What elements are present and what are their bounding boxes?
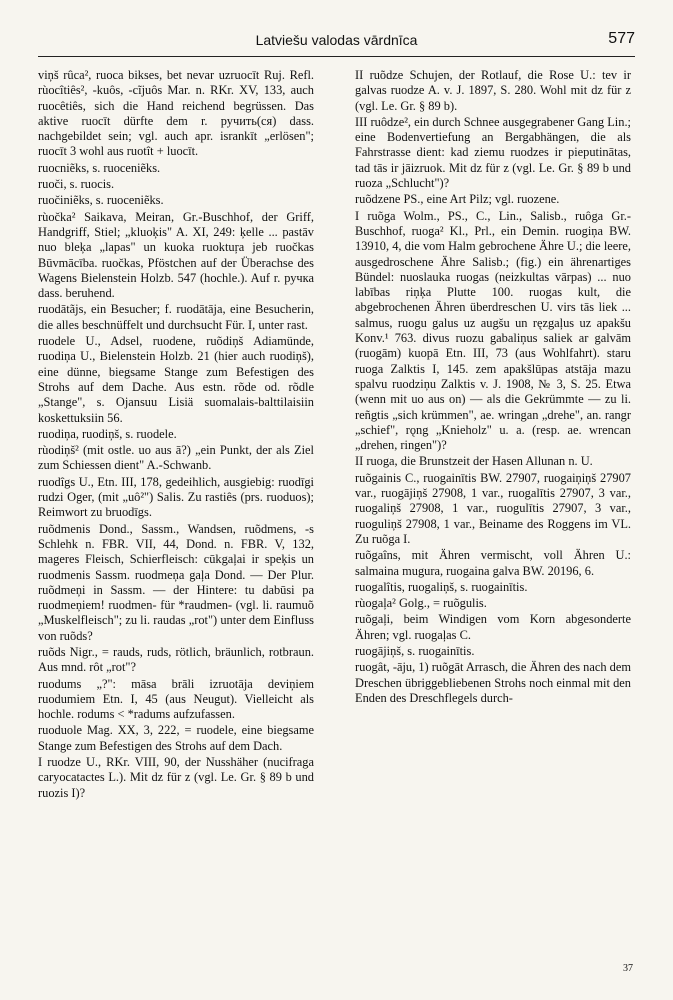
dictionary-entry: ruoči, s. ruocis. (38, 177, 115, 192)
dictionary-entry: ruõgaîns, mit Ähren vermischt, voll Ähren U.: salmaina mugura, ruogaina galva BW. 20196, 6. (355, 548, 631, 578)
dictionary-entry: III ruôdze², ein durch Schnee ausgegrabener Gang Lin.; eine Bodenvertiefung an Bergabhängen, die als Fahrstrasse dient: kad ziemu ruodzes ir pieputinātas, tad tās ir jāizruok. Mit dz für z (vgl. Le. Gr. § 89 b und ruoza „Schlucht")? (355, 114, 631, 191)
dictionary-entry: ruodiņa, ruodiņš, s. ruodele. (38, 426, 177, 441)
dictionary-entry: ruogājiņš, s. ruogainītis. (355, 643, 475, 658)
dictionary-entry: rùodiņš² (mit ostle. uo aus ā?) „ein Punkt, der als Ziel zum Schiessen dient" A.-Schwanb. (38, 443, 314, 473)
dictionary-entry: ruõgaļi, beim Windigen vom Korn abgesonderte Ähren; vgl. ruogaļas C. (355, 612, 631, 642)
dictionary-entry: viņš rûca², ruoca bikses, bet nevar uzruocīt Ruj. Refl. rùocîtiês², -kuôs, -cĩjuôs Mar. n. RKr. XV, 133, auch ruocêtiês, sich die Hand reichend begrüssen. Das aktive ruocīt dürfte dem r. ручить(ся) dass. nachgebildet sein; vgl. auch apr. isrankīt „erlösen"; ruocīt 3 wohl aus ruotît + luocīt. (38, 68, 314, 159)
dictionary-entry: ruodele U., Adsel, ruodene, ruõdiņš Adiamünde, ruodiņa U., Bielenstein Holzb. 21 (hier auch ruodiņš), eine dünne, biegsame Stange zum Befestigen des Strohs auf dem Dache. Aus estn. rõde od. rõdle „Stange", s. Ojansuu Lisiä suomalais-balttilaisiin koskettuksiin 56. (38, 334, 314, 425)
dictionary-entry: ruõdmenis Dond., Sassm., Wandsen, ruõdmens, -s Schlehk n. FBR. VII, 44, Dond. n. FBR. V, 132, mageres Fleisch, Schierfleisch: cūkgaļai ir speķis un ruodmenis Sassm. ruodmeņa gaļa Dond. — Der Plur. ruõdmeņi in Sassm. — der Hintere: tu dabūsi pa ruodmeņiem! ruodmen- für *raudmen- (vgl. li. raumuõ „Muskelfleisch"; zu li. raudas „rot") unter dem Einfluss von ruõds? (38, 521, 314, 643)
dictionary-entry: ruoduole Mag. XX, 3, 222, = ruodele, eine biegsame Stange zum Befestigen des Strohs auf dem Dach. (38, 723, 314, 753)
signature-mark: 37 (623, 963, 633, 974)
dictionary-entry: II ruõdze Schujen, der Rotlauf, die Rose U.: tev ir galvas ruodze A. v. J. 1897, S. 280. Wohl mit dz für z (vgl. Le. Gr. § 89 b). (355, 68, 631, 113)
dictionary-entry: rùočka² Saikava, Meiran, Gr.-Buschhof, der Griff, Handgriff, Stiel; „kluoķis" A. XI, 249: ķelle ... pastāv nuo bleķa „lapas" un kuoka ruoktuŗa jeb ruočkas Būvmācība. ruočkas, Pföstchen auf der Überachse des Wagens Bielenstein Holzb. 547 (hochle.). Auf r. ручка dass. beruhend. (38, 209, 314, 301)
dictionary-entry: II ruoga, die Brunstzeit der Hasen Allunan n. U. (355, 454, 593, 469)
page-header (38, 30, 635, 57)
dictionary-entry: ruodums „?": māsa brāli izruotāja deviņiem ruodumiem Etn. I, 45 (aus Neugut). Vielleicht als hochle. rodums < *radums aufzufassen. (38, 676, 314, 722)
right-column (355, 68, 631, 958)
dictionary-entry: ruõds Nigr., = rauds, ruds, rötlich, bräunlich, rotbraun. Aus mnd. rôt „rot"? (38, 644, 314, 675)
dictionary-entry: ruodātãjs, ein Besucher; f. ruodātāja, eine Besucherin, die alles beschnüffelt und durchsucht Für. I, unter rast. (38, 302, 314, 332)
running-title: Latviešu valodas vārdnīca (255, 32, 418, 48)
page-number: 577 (608, 30, 635, 47)
dictionary-entry: ruõgainis C., ruogainītis BW. 27907, ruogaiņiņš 27907 var., ruogājiņš 27908, 1 var., ruogalītis 27907, 3 var., ruogaliņš 27908, 1 var., ruogulītis 27907, 3 var., ruoguliņš 27908, 1 var., Beiname des Roggens im VL. Zu ruõga I. (355, 470, 631, 546)
dictionary-entry: ruodîgs U., Etn. III, 178, gedeihlich, ausgiebig: ruodīgi rudzi Oger, (mit „uô²") Salis. Zu rastiês (prs. ruoduos); Reimwort zu bruodīgs. (38, 474, 314, 520)
dictionary-entry: ruogalîtis, ruogaliņš, s. ruogainītis. (355, 579, 528, 594)
left-column (38, 68, 314, 958)
dictionary-entry: rùogaļa² Golg., = ruõgulis. (355, 596, 487, 611)
dictionary-entry: ruõdzene PS., eine Art Pilz; vgl. ruozene. (355, 192, 560, 207)
dictionary-entry: I ruodze U., RKr. VIII, 90, der Nusshäher (nucifraga caryocatactes L.). Mit dz für z (vgl. Le. Gr. § 89 b und ruozis I)? (38, 755, 314, 800)
dictionary-entry: ruočiniẽks, s. ruoceniẽks. (38, 193, 164, 208)
dictionary-entry: ruogât, -āju, 1) ruõgāt Arrasch, die Ähren des nach dem Dreschen übriggebliebenen Strohs noch einmal mit den Enden des Dreschflegels durch- (355, 660, 631, 705)
dictionary-entry: I ruõga Wolm., PS., C., Lin., Salisb., ruôga Gr.-Buschhof, ruoga² Kl., Prl., ein Demin. ruogiņa BW. 13910, 4, die vom Halm gebrochene Ähre U.; die leere, ausgedroschene Ähre Salisb.; (fig.) ein ährenartiges Bündel: nuoslauka ruogas (neizkultas vārpas) ... nuo labības riņķa Plutte 100. ruogas kult, die abgebrochenen Ähren überdreschen U. virs tās liek ... salmus, ruogu galus uz augšu un ręzgaļus uz apakšu Konv.¹ 763. divus ruozu gabaliņus saliek ar galvām (ruogām) kuopā Etn. III, 73 (aus Wohlfahrt). staru ruoga Zalktis I, 145. zem apakšlūpas atstāja mazu spalvu ruodziņu Zalktis v. J. 1908, № 3, S. 25. Etwa (wenn mit uo aus on) — als die Gekrümmte — zu li. reñgtis „sich krümmen", ae. wringan „drehe", an. rangr „schief", rǫng „Knieholz" u. a. (resp. ae. wrencan „drehen, ringen")? (355, 208, 631, 453)
dictionary-entry: ruocniẽks, s. ruoceniẽks. (38, 160, 161, 175)
